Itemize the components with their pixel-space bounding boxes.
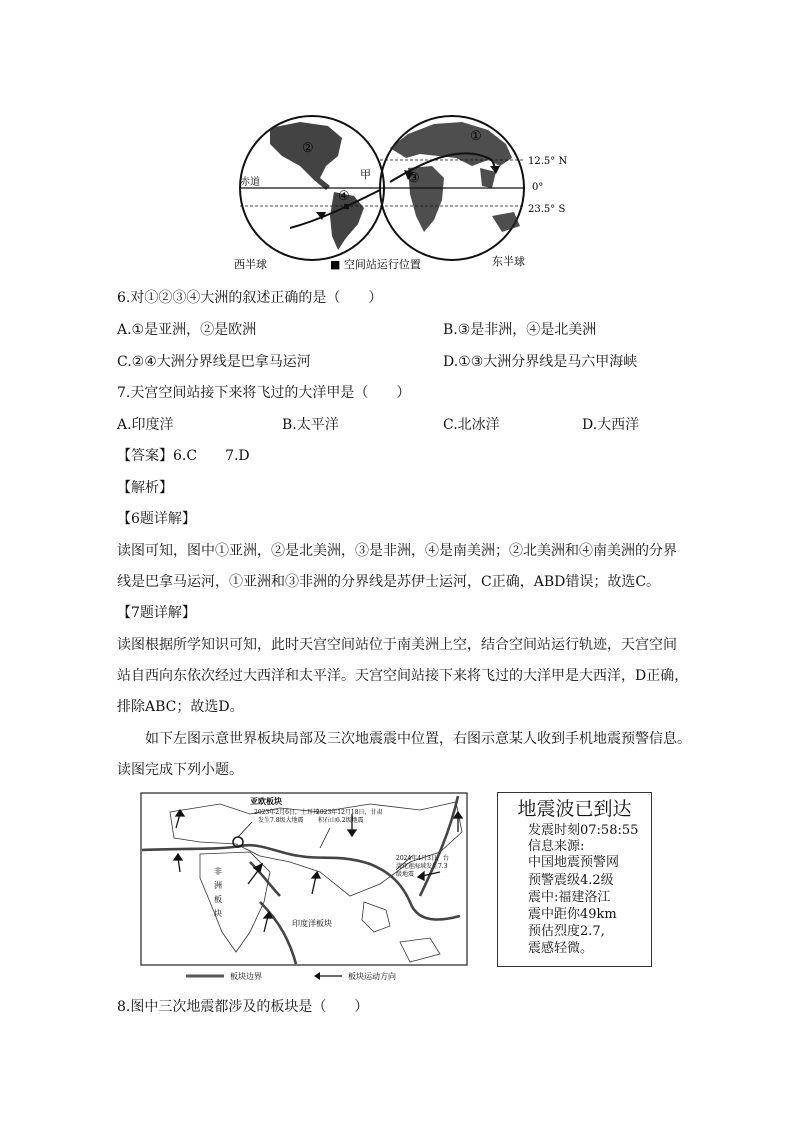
lat-south-label: 23.5° S <box>528 204 566 215</box>
q6-stem: 6.对①②③④大洲的叙述正确的是（ ） <box>117 290 383 306</box>
q8-stem: 8.图中三次地震都涉及的板块是（ ） <box>117 999 369 1015</box>
q7-option-d[interactable]: D.大西洋 <box>582 417 640 433</box>
intro-line: 如下左图示意世界板块局部及三次地震震中位置，右图示意某人收到手机地震预警信息。 <box>145 731 691 747</box>
ocean-jia-label: 甲 <box>360 168 371 181</box>
intro-line: 读图完成下列小题。 <box>117 762 243 778</box>
quake3-label: 2024年4月3日，台 <box>396 855 449 862</box>
detail6-heading: 【6题详解】 <box>117 511 196 527</box>
africa-plate-label: 非 <box>214 867 222 876</box>
answer-line: 【答案】6.C 7.D <box>117 448 250 464</box>
continent-label-3: ③ <box>408 171 420 186</box>
east-hemisphere-label: 东半球 <box>492 255 525 268</box>
africa-plate-label: 块 <box>214 909 222 918</box>
africa-plate-label: 洲 <box>214 881 222 890</box>
detail6-line: 读图可知，图中①亚洲，②是北美洲，③是非洲，④是南美洲；②北美洲和④南美洲的分界 <box>117 543 677 559</box>
equator-label: 赤道 <box>240 177 260 188</box>
quake-alert-card <box>497 792 652 967</box>
quake2-label: 2023年12月18日，甘肃 <box>316 809 383 816</box>
legend-motion-label: 板块运动方向 <box>348 972 396 981</box>
plates-map <box>140 792 470 984</box>
quake3-label: 湾花莲海域发生7.3 <box>396 863 448 870</box>
alert-source: 中国地震预警网 <box>528 855 620 870</box>
continent-label-1: ① <box>470 129 482 144</box>
west-hemisphere-label: 西半球 <box>234 258 267 271</box>
quake1-label: 发生7.8级大地震 <box>258 817 304 824</box>
detail7-line: 读图根据所学知识可知，此时天宫空间站位于南美洲上空，结合空间站运行轨迹，天宫空间 <box>117 637 677 653</box>
eurasia-plate-label: 亚欧板块 <box>250 796 282 806</box>
lat-north-label: 12.5° N <box>528 156 568 167</box>
lat-zero-label: 0° <box>532 182 544 193</box>
alert-source-label: 信息来源: <box>528 839 585 854</box>
detail7-line: 排除ABC；故选D。 <box>117 699 244 715</box>
alert-time: 发震时刻07:58:55 <box>528 823 639 838</box>
q7-option-a[interactable]: A.印度洋 <box>117 417 174 433</box>
legend-station: ■ 空间站运行位置 <box>330 258 421 271</box>
station-marker <box>344 204 349 209</box>
analysis-heading: 【解析】 <box>117 480 173 496</box>
q7-option-c[interactable]: C.北冰洋 <box>443 417 500 433</box>
indian-plate-label: 印度洋板块 <box>292 919 332 928</box>
alert-epicenter: 震中:福建洛江 <box>528 890 611 905</box>
q6-option-c[interactable]: C.②④大洲分界线是巴拿马运河 <box>117 354 311 370</box>
q6-option-a[interactable]: A.①是亚洲，②是欧洲 <box>117 322 257 338</box>
alert-level: 预警震级4.2级 <box>528 873 614 888</box>
quake2-label: 积石山6.2级地震 <box>318 817 364 824</box>
hemispheres-map <box>230 108 570 273</box>
detail6-line: 线是巴拿马运河，①亚洲和③非洲的分界线是苏伊士运河，C正确，ABD错误；故选C。 <box>117 574 661 590</box>
q7-option-b[interactable]: B.太平洋 <box>282 417 339 433</box>
quake3-label: 级地震 <box>396 871 415 878</box>
q6-option-d[interactable]: D.①③大洲分界线是马六甲海峡 <box>443 354 638 370</box>
q6-option-b[interactable]: B.③是非洲，④是北美洲 <box>443 322 597 338</box>
plates-figure <box>140 792 470 984</box>
alert-feeling: 震感轻微。 <box>528 941 594 956</box>
alert-intensity: 预估烈度2.7, <box>528 924 605 939</box>
continent-label-4: ④ <box>338 189 350 204</box>
africa-plate-label: 板 <box>214 895 222 904</box>
detail7-heading: 【7题详解】 <box>117 605 196 621</box>
alert-title: 地震波已到达 <box>517 798 632 820</box>
legend-arrow-icon <box>314 972 320 980</box>
continent-label-2: ② <box>302 141 314 156</box>
hemispheres-figure <box>230 108 570 273</box>
detail7-line: 站自西向东依次经过大西洋和太平洋。天宫空间站接下来将飞过的大洋甲是大西洋，D正确， <box>117 668 689 684</box>
quake1-label: 2023年2月6日，土耳其 <box>254 809 319 816</box>
legend-boundary-label: 板块边界 <box>230 972 262 981</box>
q7-stem: 7.天宫空间站接下来将飞过的大洋甲是（ ） <box>117 385 411 401</box>
alert-distance: 震中距你49km <box>528 907 617 922</box>
